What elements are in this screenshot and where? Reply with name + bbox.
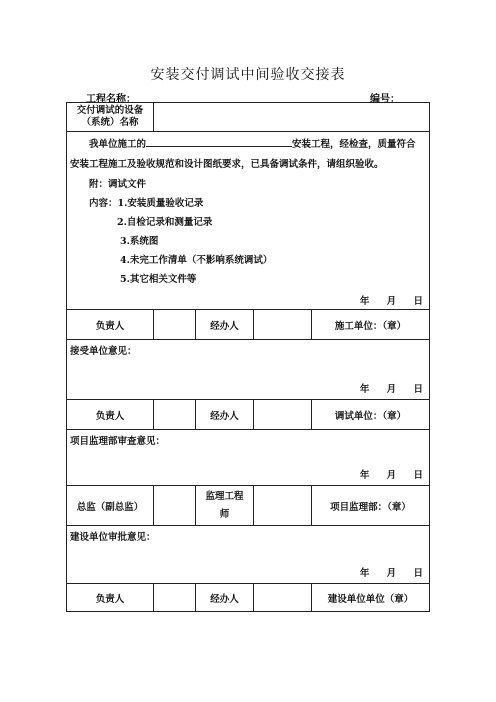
handler-label: 经办人 bbox=[195, 310, 253, 339]
responsible-label: 负责人 bbox=[95, 593, 125, 605]
supervising-engineer-label bbox=[195, 486, 253, 525]
owner-unit-seal: 建设单位单位（章） bbox=[311, 584, 429, 611]
owner-sign-row bbox=[67, 583, 429, 611]
handler-sign-field[interactable] bbox=[253, 584, 311, 611]
statement-suffix: 安装工程，经检查，质量符合 bbox=[292, 139, 416, 150]
statement-row bbox=[67, 131, 429, 309]
responsible-sign-field[interactable] bbox=[153, 584, 195, 611]
supervising-engineer-line2: 师 bbox=[219, 508, 230, 520]
acceptance-form bbox=[66, 102, 430, 612]
construction-sign-row bbox=[67, 309, 429, 339]
date-line: 年 月 日 bbox=[359, 568, 423, 579]
date-line: 年 月 日 bbox=[359, 296, 423, 307]
system-name-label bbox=[67, 103, 153, 131]
content-item: 4.未完工作清单（不影响系统调试） bbox=[120, 255, 273, 266]
receiver-opinion-row bbox=[67, 339, 429, 399]
content-item: 3.系统图 bbox=[120, 236, 159, 247]
supervising-engineer-line1: 监理工程 bbox=[205, 490, 244, 502]
owner-opinion-row bbox=[67, 525, 429, 583]
page-title: 安装交付调试中间验收交接表 bbox=[150, 67, 346, 83]
responsible-label: 负责人 bbox=[95, 410, 125, 422]
handler-label: 经办人 bbox=[195, 584, 253, 611]
content-item: 内容：1.安装质量验收记录 bbox=[89, 198, 204, 209]
construction-unit-seal: 施工单位：（章） bbox=[311, 310, 429, 339]
number-label: 编号： bbox=[370, 94, 400, 105]
attachment-label: 附：调试文件 bbox=[89, 179, 147, 190]
owner-opinion-label: 建设单位审批意见： bbox=[70, 532, 156, 543]
statement-prefix: 我单位施工的 bbox=[89, 139, 147, 150]
supervision-opinion-row bbox=[67, 429, 429, 485]
system-label-line1: 交付调试的设备 bbox=[76, 105, 144, 116]
statement-line2: 安装工程施工及验收规范和设计图纸要求，已具备调试条件，请组织验收。 bbox=[70, 159, 384, 170]
handler-label: 经办人 bbox=[195, 400, 253, 429]
supervision-dept-seal: 项目监理部：（章） bbox=[311, 486, 429, 525]
receiver-opinion-label: 接受单位意见： bbox=[70, 346, 137, 357]
statement-line1 bbox=[89, 136, 416, 150]
system-label-line2: （系统）名称 bbox=[81, 117, 139, 128]
date-line: 年 月 日 bbox=[359, 384, 423, 395]
chief-supervisor-label: 总监（副总监） bbox=[76, 501, 144, 513]
handler-sign-field[interactable] bbox=[253, 400, 311, 429]
chief-supervisor-sign-field[interactable] bbox=[153, 486, 195, 525]
commissioning-unit-seal: 调试单位：（章） bbox=[311, 400, 429, 429]
system-name-row bbox=[67, 103, 429, 131]
responsible-sign-field[interactable] bbox=[153, 400, 195, 429]
supervision-opinion-label: 项目监理部审查意见： bbox=[70, 436, 166, 447]
supervision-sign-row bbox=[67, 485, 429, 525]
content-item: 5.其它相关文件等 bbox=[120, 274, 197, 285]
date-line: 年 月 日 bbox=[359, 470, 423, 481]
responsible-sign-field[interactable] bbox=[153, 310, 195, 339]
project-blank[interactable] bbox=[146, 137, 292, 147]
system-name-field[interactable] bbox=[153, 103, 429, 131]
supervising-engineer-sign-field[interactable] bbox=[253, 486, 311, 525]
handler-sign-field[interactable] bbox=[253, 310, 311, 339]
responsible-label: 负责人 bbox=[95, 320, 125, 332]
content-item: 2.自检记录和测量记录 bbox=[117, 217, 213, 228]
project-name-label: 工程名称： bbox=[86, 94, 136, 105]
commissioning-sign-row bbox=[67, 399, 429, 429]
